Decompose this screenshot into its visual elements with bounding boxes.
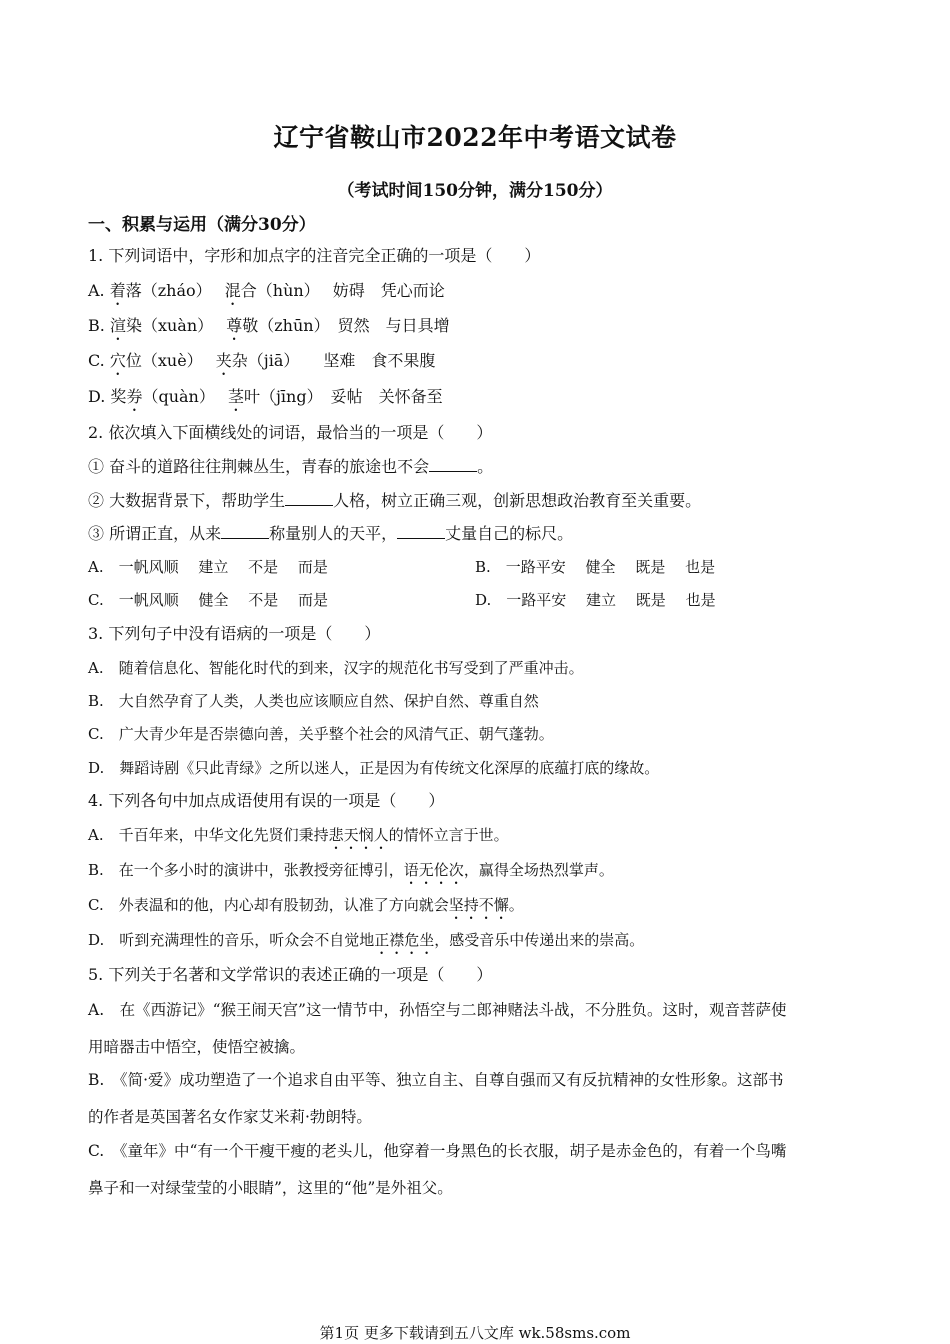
- option-prefix: C.: [88, 351, 110, 370]
- dotted-char: 茎: [227, 387, 244, 406]
- q2-option-d: D. 一路平安 建立 既是 也是: [475, 591, 716, 609]
- q5-option-b-line2: 的作者是英国著名女作家艾米莉·勃朗特。: [88, 1108, 372, 1126]
- option-text: 杂（jiā） 坚难 食不果腹: [231, 351, 436, 370]
- q4-option-d: [88, 929, 644, 958]
- q5-option-b-line1: B. 《简·爱》成功塑造了一个追求自由平等、独立自主、自尊自强而又有反抗精神的女性形象。这部书: [88, 1071, 784, 1089]
- q1-option-c: [88, 350, 435, 379]
- q5-option-a-line1: A. 在《西游记》“猴王闹天宫”这一情节中，孙悟空与二郎神赌法斗战，不分胜负。这时，观音菩萨使: [88, 1001, 787, 1019]
- option-text: 合（hùn） 妨碍 凭心而论: [240, 281, 445, 300]
- q5-option-c-line1: C. 《童年》中“有一个干瘦干瘦的老头儿，他穿着一身黑色的长衣服，胡子是赤金色的，有着一个鸟嘴: [88, 1142, 787, 1160]
- dotted-char: 券: [126, 387, 143, 406]
- q4-stem: 4. 下列各句中加点成语使用有误的一项是（ ）: [88, 791, 445, 810]
- q1-option-d: [88, 386, 443, 415]
- q2-option-b: B. 一路平安 健全 既是 也是: [475, 558, 716, 576]
- sentence-text: ③ 所谓正直，从来: [88, 524, 222, 543]
- sentence-text: 。: [477, 457, 494, 476]
- q3-option-c: C. 广大青少年是否崇德向善，关乎整个社会的风清气正、朝气蓬勃。: [88, 725, 554, 743]
- dotted-char: 渲: [109, 316, 126, 335]
- option-text: 染（xuàn）: [125, 316, 227, 335]
- option-text: 。: [508, 896, 524, 914]
- option-text: D. 听到充满理性的音乐，听众会不自觉地: [88, 931, 375, 949]
- q1-stem: 1. 下列词语中，字形和加点字的注音完全正确的一项是（ ）: [88, 246, 541, 265]
- fill-blank: [221, 524, 269, 539]
- fill-blank: [429, 457, 477, 472]
- dotted-idiom: 正襟危坐: [374, 931, 435, 949]
- option-text: C. 外表温和的他，内心却有股韧劲，认准了方向就会: [88, 896, 449, 914]
- q1-option-a: [88, 280, 445, 309]
- option-text: 位（xuè）: [125, 351, 216, 370]
- exam-info: （考试时间150分钟，满分150分）: [337, 181, 613, 201]
- option-text: 叶（jīng） 妥帖 关怀备至: [243, 387, 443, 406]
- dotted-char: 着: [109, 281, 126, 300]
- q4-option-b: [88, 859, 614, 888]
- q4-option-a: [88, 824, 509, 853]
- q5-option-a-line2: 用暗器击中悟空，使悟空被擒。: [88, 1038, 306, 1056]
- fill-blank: [397, 524, 445, 539]
- page-title: 辽宁省鞍山市2022年中考语文试卷: [273, 123, 677, 152]
- q3-option-a: A. 随着信息化、智能化时代的到来，汉字的规范化书写受到了严重冲击。: [88, 659, 584, 677]
- option-text: （quàn）: [142, 387, 228, 406]
- q2-sentence-1: [88, 456, 493, 478]
- option-text: 落（zháo）: [125, 281, 225, 300]
- q1-option-b: [88, 315, 450, 344]
- dotted-idiom: 悲天悯人: [328, 826, 389, 844]
- q4-option-c: [88, 894, 524, 923]
- option-text: A. 千百年来，中华文化先贤们秉持: [88, 826, 329, 844]
- sentence-text: 丈量自己的标尺。: [445, 524, 574, 543]
- sentence-text: ① 奋斗的道路往往荆棘丛生，青春的旅途也不会: [88, 457, 430, 476]
- option-text: 的情怀立言于世。: [388, 826, 509, 844]
- fill-blank: [285, 491, 333, 506]
- page-footer: 第1页 更多下载请到五八文库 wk.58sms.com: [319, 1324, 631, 1342]
- option-prefix: A.: [88, 281, 110, 300]
- option-text: ，赢得全场热烈掌声。: [463, 861, 614, 879]
- option-text: B. 在一个多小时的演讲中，张教授旁征博引，: [88, 861, 404, 879]
- q2-option-c: C. 一帆风顺 健全 不是 而是: [88, 591, 329, 609]
- section-heading: 一、积累与运用（满分30分）: [88, 215, 316, 235]
- option-text: 敬（zhūn） 贸然 与日具增: [242, 316, 450, 335]
- option-prefix: D. 奖: [88, 387, 127, 406]
- q2-sentence-2: [88, 490, 701, 512]
- q2-stem: 2. 依次填入下面横线处的词语，最恰当的一项是（ ）: [88, 423, 493, 442]
- q3-option-b: B. 大自然孕育了人类，人类也应该顺应自然、保护自然、尊重自然: [88, 692, 539, 710]
- dotted-char: 夹: [215, 351, 232, 370]
- dotted-char: 混: [224, 281, 241, 300]
- sentence-text: 称量别人的天平，: [269, 524, 398, 543]
- q5-stem: 5. 下列关于名著和文学常识的表述正确的一项是（ ）: [88, 965, 493, 984]
- sentence-text: 人格，树立正确三观，创新思想政治教育至关重要。: [333, 491, 702, 510]
- sentence-text: ② 大数据背景下，帮助学生: [88, 491, 286, 510]
- option-text: ，感受音乐中传递出来的崇高。: [434, 931, 645, 949]
- dotted-idiom: 坚持不懈: [448, 896, 509, 914]
- option-prefix: B.: [88, 316, 110, 335]
- dotted-char: 尊: [226, 316, 243, 335]
- q2-option-a: A. 一帆风顺 建立 不是 而是: [88, 558, 328, 576]
- q3-option-d: D. 舞蹈诗剧《只此青绿》之所以迷人，正是因为有传统文化深厚的底蕴打底的缘故。: [88, 759, 660, 777]
- dotted-idiom: 语无伦次: [403, 861, 464, 879]
- q2-sentence-3: [88, 523, 573, 545]
- q5-option-c-line2: 鼻子和一对绿莹莹的小眼睛”，这里的“他”是外祖父。: [88, 1179, 453, 1197]
- q3-stem: 3. 下列句子中没有语病的一项是（ ）: [88, 624, 381, 643]
- dotted-char: 穴: [109, 351, 126, 370]
